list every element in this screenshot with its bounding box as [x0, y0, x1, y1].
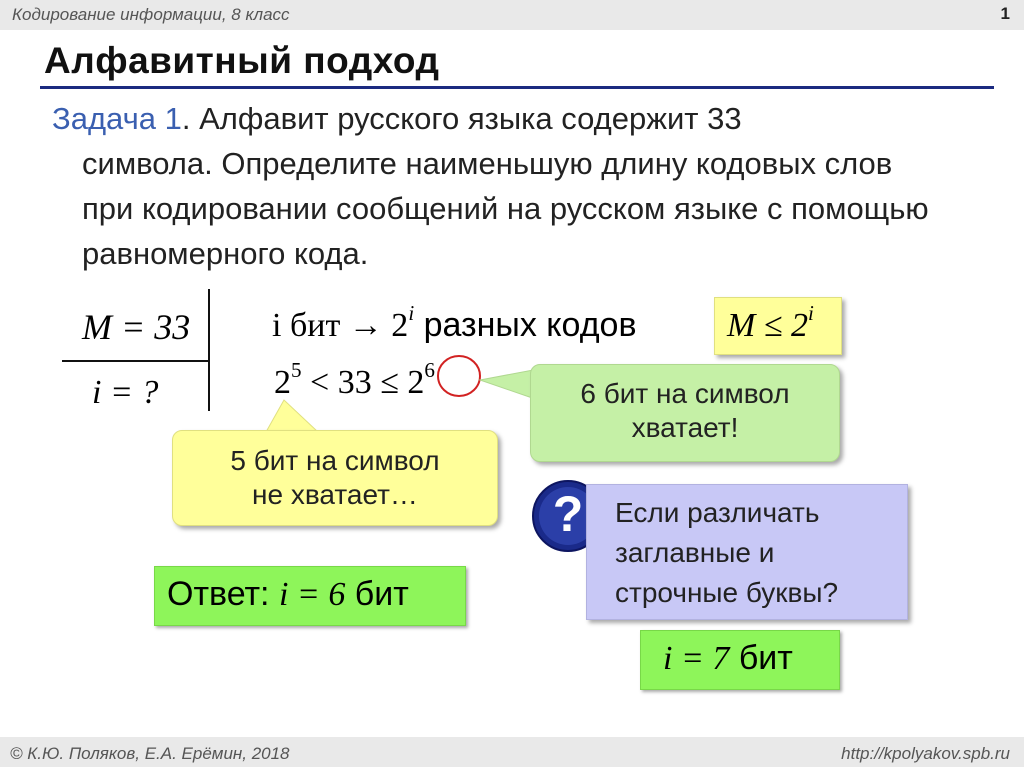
question-box: [586, 484, 908, 620]
callout-not-enough-line1: 5 бит на символ: [230, 445, 440, 476]
formula-i-bits: i бит → 2: [272, 307, 409, 344]
answer2-unit: бит: [729, 639, 793, 677]
callout-enough-line1: 6 бит на символ: [580, 378, 790, 409]
formula-codes-text: разных кодов: [414, 306, 637, 344]
formula-exp-i: i: [408, 301, 415, 326]
inequality-exp: i: [807, 301, 814, 326]
callout-enough-line2: хватает!: [631, 412, 739, 443]
course-title: Кодирование информации, 8 класс: [12, 5, 290, 24]
answer2-box: [640, 630, 840, 690]
callout-not-enough: [172, 430, 498, 526]
formula2-exp1: 5: [291, 358, 302, 383]
formula-codes: [272, 301, 637, 345]
formula-inequality: [274, 358, 435, 402]
answer-math: i = 6: [278, 576, 346, 613]
answer-unit: бит: [345, 575, 409, 613]
page-number: 1: [1000, 4, 1010, 23]
highlight-circle: [434, 352, 484, 400]
given-divider-horizontal: [62, 360, 210, 362]
given-m: M = 33: [82, 307, 191, 347]
answer-label: Ответ:: [167, 575, 279, 613]
formula2-exp2: 6: [424, 358, 435, 383]
callout-yellow-pointer: [262, 398, 322, 434]
slide-title: Алфавитный подход: [44, 40, 440, 81]
task-text: [52, 96, 952, 276]
footer-authors: © К.Ю. Поляков, Е.А. Ерёмин, 2018: [10, 744, 290, 763]
callout-not-enough-line2: не хватает…: [252, 479, 418, 510]
title-underline: [40, 86, 994, 89]
find-i: i = ?: [92, 374, 159, 411]
inequality-base: M ≤ 2: [727, 307, 808, 344]
question-mark: ?: [552, 486, 584, 542]
formula2-mid: < 33 ≤ 2: [301, 364, 425, 401]
callout-enough: [530, 364, 840, 462]
task-text-line1: . Алфавит русского языка содержит 33: [181, 101, 742, 136]
answer-box: [154, 566, 466, 626]
question-text: Если различать заглавные и строчные буквы?: [615, 497, 839, 608]
given-divider-vertical: [208, 289, 210, 411]
task-label: Задача 1: [52, 101, 182, 136]
answer2-math: i = 7: [663, 640, 730, 677]
task-text-rest: символа. Определите наименьшую длину кодовых слов при кодировании сообщений на русском языке с помощью равномерного кода.: [82, 146, 929, 271]
formula2-base1: 2: [274, 364, 291, 401]
footer-link[interactable]: http://kpolyakov.spb.ru: [841, 744, 1010, 763]
inequality-box: [714, 297, 842, 355]
